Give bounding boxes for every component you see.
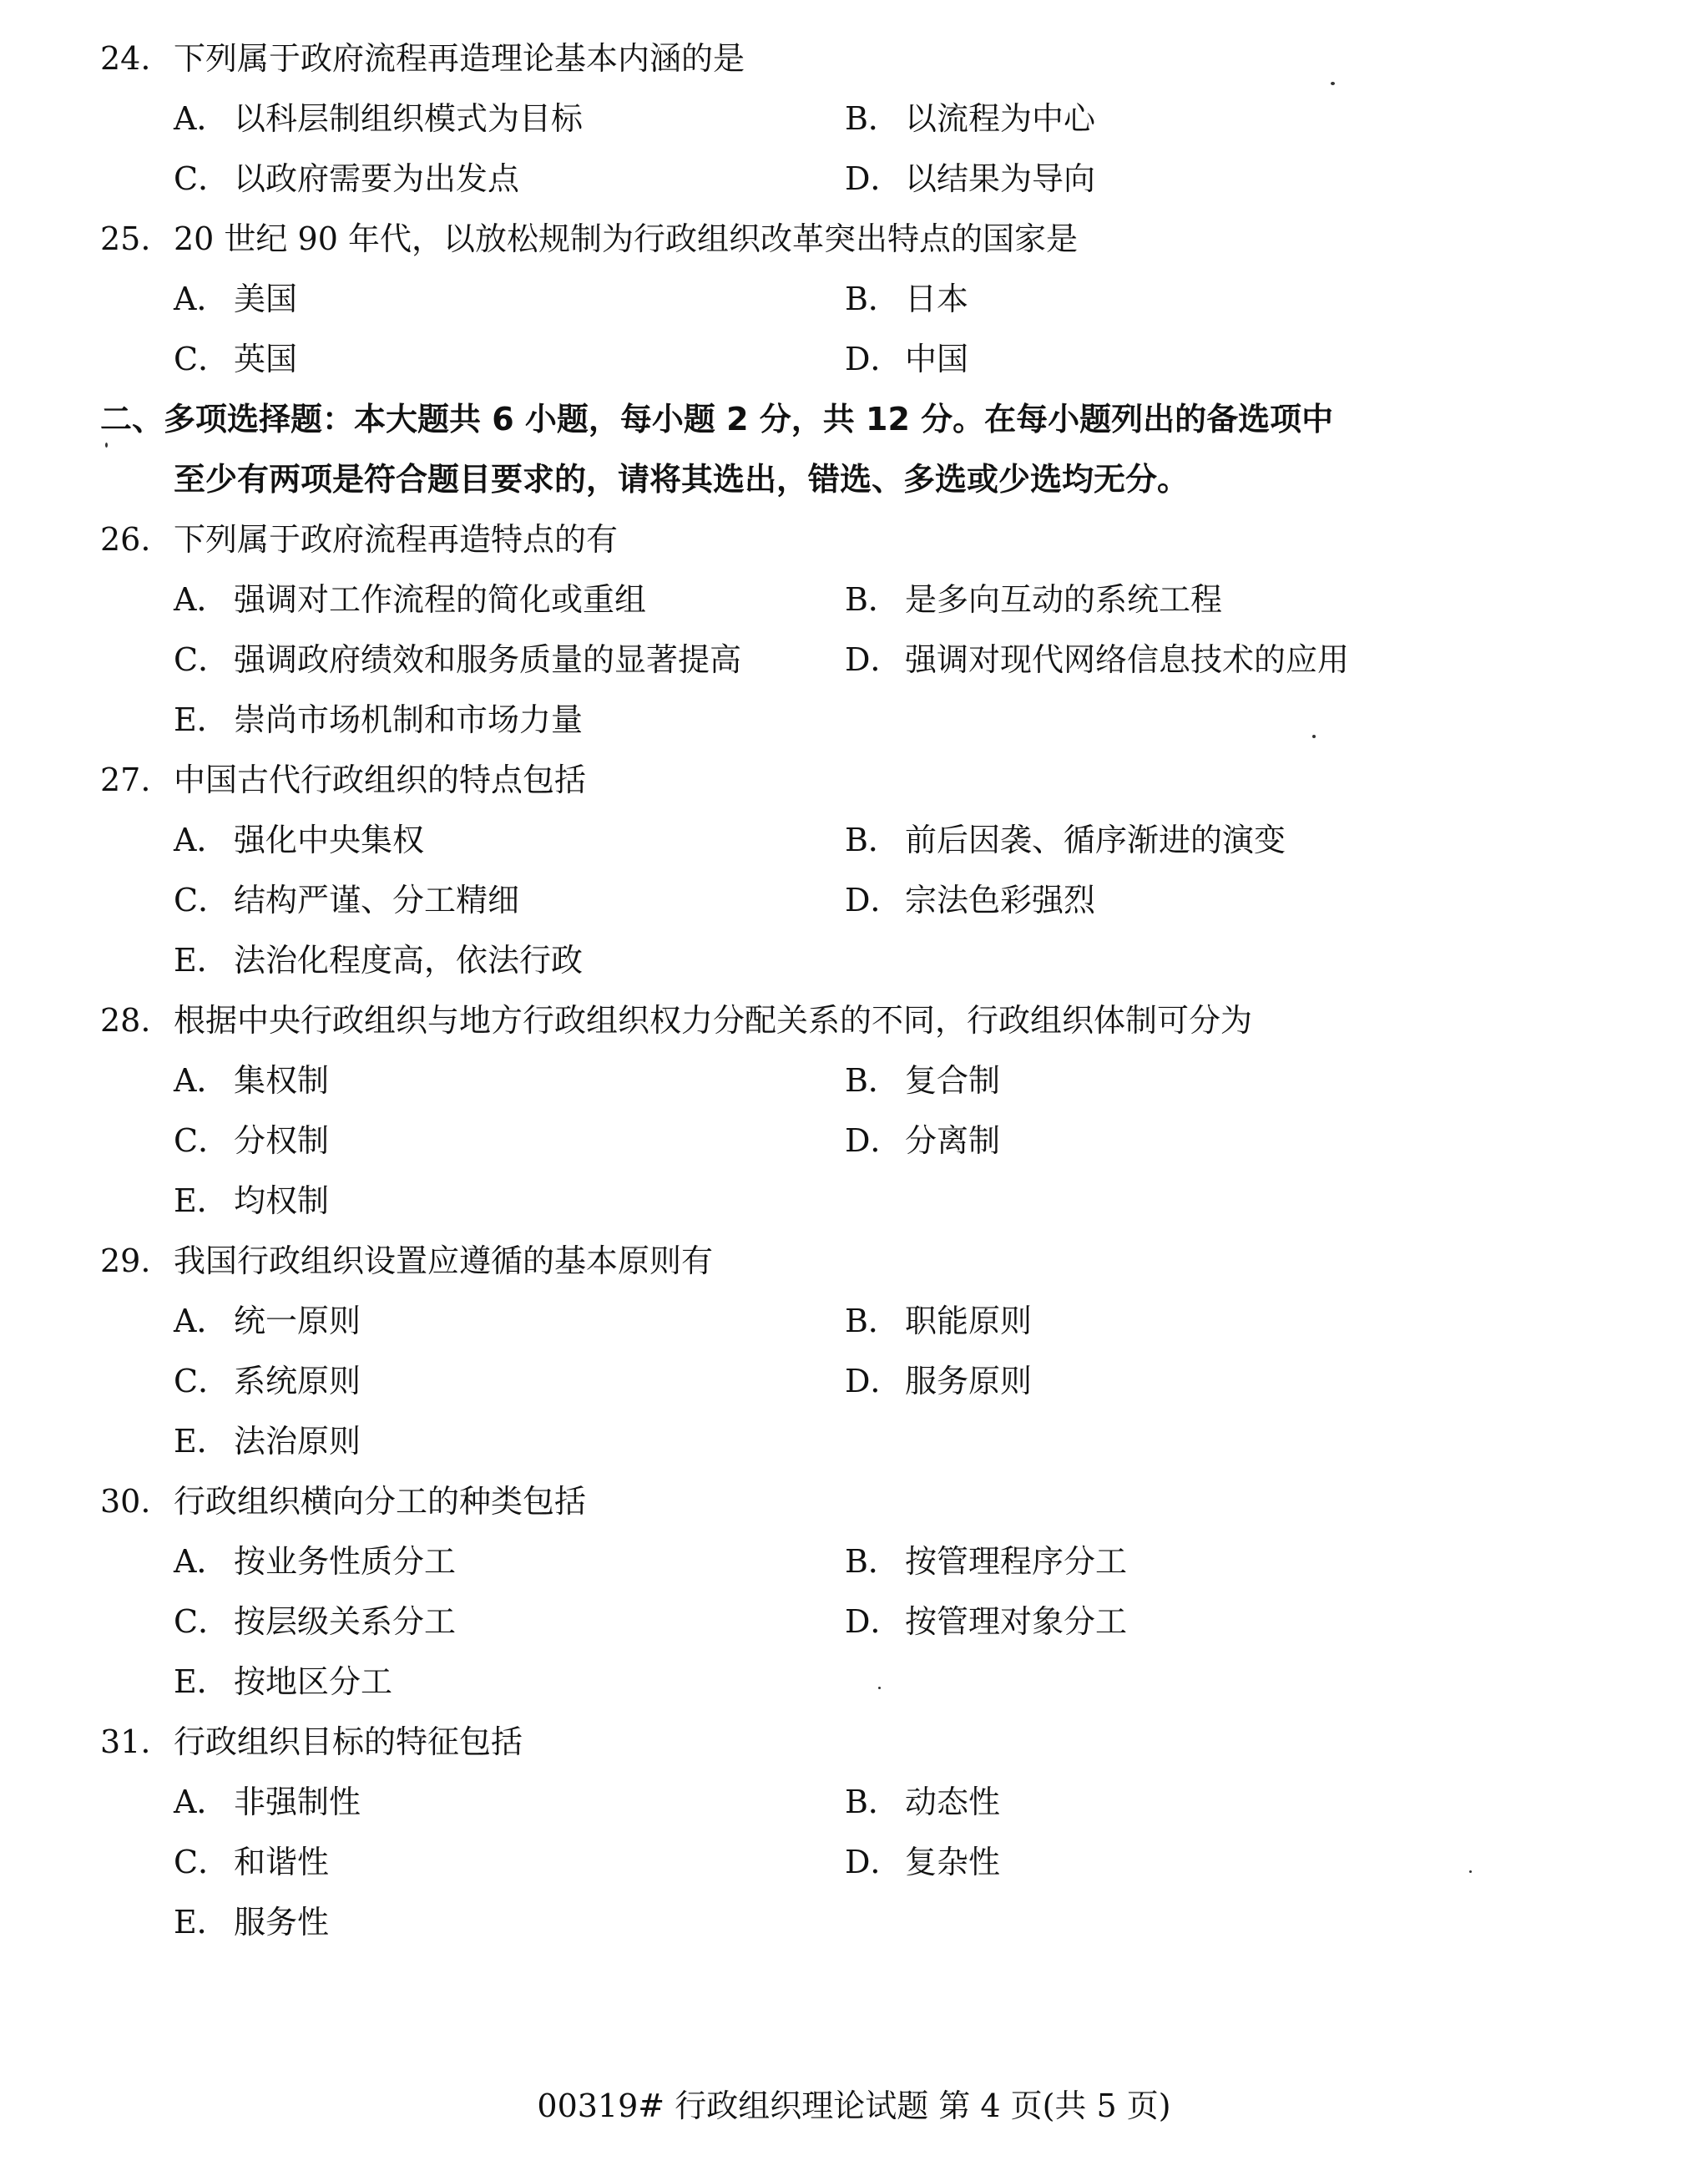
option-text: 前后因袭、循序渐进的演变 (905, 822, 1286, 858)
option-letter: C． (174, 341, 230, 377)
option-letter: B． (845, 581, 900, 618)
option-letter: B． (845, 100, 900, 137)
option-a (174, 99, 583, 139)
option-text: 法治原则 (234, 1423, 361, 1460)
option-text: 服务性 (234, 1904, 330, 1941)
option-letter: D． (845, 882, 902, 918)
page-footer: 00319# 行政组织理论试题 第 4 页(共 5 页) (537, 2087, 1171, 2124)
option-letter: B． (845, 1543, 900, 1580)
option-e (174, 1902, 329, 1942)
option-text: 以结果为导向 (905, 160, 1096, 197)
scan-speck (1469, 1870, 1472, 1873)
option-text: 中国 (905, 341, 969, 377)
option-d (845, 640, 1349, 680)
option-letter: D． (845, 1844, 902, 1880)
option-letter: D． (845, 341, 902, 377)
option-letter: C． (174, 1122, 230, 1159)
option-text: 动态性 (905, 1784, 1001, 1820)
option-letter: C． (174, 641, 230, 678)
option-text: 集权制 (234, 1062, 330, 1099)
option-c (174, 1361, 361, 1401)
option-b (845, 1541, 1127, 1581)
option-text: 崇尚市场机制和市场力量 (234, 701, 584, 738)
option-letter: C． (174, 882, 230, 918)
question-stem: 行政组织横向分工的种类包括 (174, 1483, 587, 1520)
option-a (174, 579, 646, 620)
option-b (845, 1060, 1000, 1101)
question-stem: 行政组织目标的特征包括 (174, 1723, 523, 1760)
question-number: 28. (100, 1002, 151, 1039)
option-text: 强调对工作流程的简化或重组 (234, 581, 647, 618)
question-number: 27. (100, 762, 151, 798)
option-b (845, 820, 1286, 860)
option-letter: E． (174, 1904, 229, 1941)
option-b (845, 1301, 1032, 1341)
option-text: 复合制 (905, 1062, 1001, 1099)
option-text: 统一原则 (234, 1303, 361, 1339)
option-text: 英国 (234, 341, 298, 377)
option-letter: C． (174, 1844, 230, 1880)
question-number: 25. (100, 220, 151, 257)
option-letter: B． (845, 281, 900, 317)
option-text: 均权制 (234, 1182, 330, 1219)
option-text: 服务原则 (905, 1363, 1033, 1399)
option-letter: B． (845, 1062, 900, 1099)
scan-speck (1312, 735, 1316, 738)
option-text: 日本 (905, 281, 969, 317)
question-stem: 下列属于政府流程再造特点的有 (174, 521, 619, 558)
question-stem: 我国行政组织设置应遵循的基本原则有 (174, 1242, 714, 1279)
option-c (174, 159, 519, 199)
option-text: 按地区分工 (234, 1663, 393, 1700)
option-letter: A． (174, 822, 229, 858)
option-c (174, 880, 519, 920)
option-e (174, 700, 583, 740)
option-e (174, 1421, 361, 1461)
option-letter: B． (845, 822, 900, 858)
option-c (174, 1842, 329, 1882)
option-text: 以政府需要为出发点 (234, 160, 520, 197)
option-letter: A． (174, 1062, 229, 1099)
option-letter: E． (174, 1182, 229, 1219)
question-number: 24. (100, 40, 151, 77)
option-e (174, 1662, 392, 1702)
option-text: 法治化程度高，依法行政 (234, 942, 584, 979)
question-stem: 20 世纪 90 年代，以放松规制为行政组织改革突出特点的国家是 (174, 220, 1078, 257)
option-b (845, 1782, 1000, 1822)
option-text: 强调政府绩效和服务质量的显著提高 (234, 641, 742, 678)
question-number: 26. (100, 521, 151, 558)
option-e (174, 1181, 329, 1221)
option-a (174, 820, 424, 860)
option-text: 分权制 (234, 1122, 330, 1159)
option-letter: D． (845, 160, 902, 197)
option-text: 宗法色彩强烈 (905, 882, 1096, 918)
scan-speck (105, 443, 108, 448)
option-text: 以科层制组织模式为目标 (234, 100, 584, 137)
option-a (174, 279, 297, 319)
option-letter: A． (174, 1303, 229, 1339)
scan-speck (1331, 82, 1335, 85)
option-d (845, 159, 1095, 199)
option-c (174, 1602, 456, 1642)
option-letter: A． (174, 100, 229, 137)
option-letter: E． (174, 942, 229, 979)
option-d (845, 339, 968, 379)
option-d (845, 1842, 1000, 1882)
option-text: 和谐性 (234, 1844, 330, 1880)
question-number: 29. (100, 1242, 151, 1279)
scan-speck (878, 1687, 881, 1689)
option-b (845, 99, 1095, 139)
option-text: 按管理程序分工 (905, 1543, 1128, 1580)
option-d (845, 880, 1095, 920)
question-stem: 中国古代行政组织的特点包括 (174, 762, 587, 798)
option-text: 按层级关系分工 (234, 1603, 457, 1640)
option-a (174, 1301, 361, 1341)
option-d (845, 1361, 1032, 1401)
option-text: 强化中央集权 (234, 822, 425, 858)
option-text: 复杂性 (905, 1844, 1001, 1880)
option-letter: A． (174, 581, 229, 618)
option-text: 系统原则 (234, 1363, 361, 1399)
option-text: 结构严谨、分工精细 (234, 882, 520, 918)
option-text: 分离制 (905, 1122, 1001, 1159)
option-d (845, 1602, 1127, 1642)
option-letter: B． (845, 1303, 900, 1339)
section-instructions: 至少有两项是符合题目要求的，请将其选出，错选、多选或少选均无分。 (174, 461, 1190, 498)
question-stem: 下列属于政府流程再造理论基本内涵的是 (174, 40, 745, 77)
option-text: 非强制性 (234, 1784, 361, 1820)
option-letter: D． (845, 1363, 902, 1399)
option-e (174, 940, 583, 980)
option-letter: B． (845, 1784, 900, 1820)
option-a (174, 1060, 329, 1101)
option-b (845, 579, 1222, 620)
option-letter: D． (845, 1122, 902, 1159)
option-letter: C． (174, 1363, 230, 1399)
option-a (174, 1782, 361, 1822)
option-c (174, 640, 741, 680)
option-text: 按业务性质分工 (234, 1543, 457, 1580)
option-letter: A． (174, 281, 229, 317)
option-text: 强调对现代网络信息技术的应用 (905, 641, 1350, 678)
option-letter: C． (174, 160, 230, 197)
option-text: 是多向互动的系统工程 (905, 581, 1223, 618)
option-b (845, 279, 968, 319)
option-text: 美国 (234, 281, 298, 317)
option-letter: D． (845, 641, 902, 678)
option-text: 以流程为中心 (905, 100, 1096, 137)
option-text: 职能原则 (905, 1303, 1033, 1339)
option-c (174, 339, 297, 379)
option-letter: D． (845, 1603, 902, 1640)
option-letter: A． (174, 1543, 229, 1580)
option-a (174, 1541, 456, 1581)
option-d (845, 1121, 1000, 1161)
option-letter: A． (174, 1784, 229, 1820)
section-heading: 二、多项选择题：本大题共 6 小题，每小题 2 分，共 12 分。在每小题列出的备选项中 (100, 401, 1334, 438)
question-stem: 根据中央行政组织与地方行政组织权力分配关系的不同，行政组织体制可分为 (174, 1002, 1253, 1039)
option-letter: E． (174, 1423, 229, 1460)
option-letter: C． (174, 1603, 230, 1640)
question-number: 31. (100, 1723, 151, 1760)
option-letter: E． (174, 1663, 229, 1700)
option-c (174, 1121, 329, 1161)
option-text: 按管理对象分工 (905, 1603, 1128, 1640)
question-number: 30. (100, 1483, 151, 1520)
option-letter: E． (174, 701, 229, 738)
